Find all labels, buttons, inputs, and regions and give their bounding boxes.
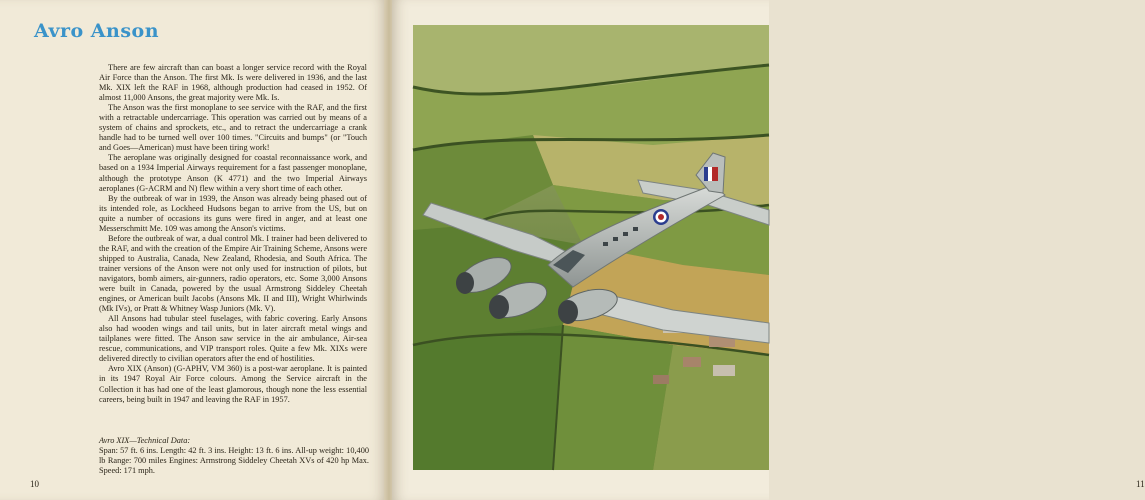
paragraph: By the outbreak of war in 1939, the Anson was already being phased out of its intended role, as Lockheed Hudsons began to arrive from the US, but on quite a number of occasions its guns were fired in anger, and at least one Messerschmitt Me. 109 was among the Anson's victims. bbox=[99, 193, 367, 233]
technical-data-heading: Avro XIX—Technical Data: bbox=[99, 436, 191, 445]
page-number-right: 11 bbox=[1136, 479, 1145, 489]
paragraph: There are few aircraft than can boast a longer service record with the Royal Air Force than the Anson. The first Mk. Is were delivered in 1936, and the last Mk. XIX left the RAF in 1968, although production had ceased in 1952. Of almost 11,000 Ansons, the great majority were Mk. Is. bbox=[99, 63, 367, 103]
paragraph: All Ansons had tubular steel fuselages, with fabric covering. Early Ansons also had wooden wings and tail units, but in later aircraft metal wings and tailplanes were fitted. The Anson saw service in the air ambulance, Air-sea rescue, communications, and VIP transport roles. Quite a few Mk. XIXs were delivered directly to civilian operators after the end of hostilities. bbox=[99, 314, 367, 364]
technical-data bbox=[99, 436, 369, 476]
aircraft-photo bbox=[413, 25, 769, 470]
page-title: Avro Anson bbox=[34, 20, 160, 42]
technical-data-body: Span: 57 ft. 6 ins. Length: 42 ft. 3 ins. Height: 13 ft. 6 ins. All-up weight: 10,400 lb Range: 700 miles Engines: Armstrong Siddeley Cheetah XVs of 420 hp Max. Speed: 171 mph. bbox=[99, 446, 369, 476]
paragraph: Before the outbreak of war, a dual control Mk. I trainer had been delivered to the RAF, and with the creation of the Empire Air Training Scheme, Ansons were shipped to Australia, Canada, New Zealand, Rhodesia, and South Africa. The trainer versions of the Anson were not only used for instruction of pilots, but navigators, bomb aimers, air-gunners, radio operators, etc. Some 3,000 Ansons were built in Canada, powered by the usual Armstrong Siddeley Cheetah engines, or American built Jacobs (Ansons Mk. II and III), Wright Whirlwinds (Mk IVs), or Pratt & Whitney Wasp Juniors (Mk. V). bbox=[99, 233, 367, 314]
paragraph: The aeroplane was originally designed for coastal reconnaissance work, and based on a 1934 Imperial Airways requirement for a fast passenger monoplane, although the prototype Anson (K 4771) and the two Imperial Airways aeroplanes (G-ACRM and N) flew within a very short time of each other. bbox=[99, 153, 367, 193]
article-body bbox=[99, 63, 367, 405]
left-page bbox=[0, 0, 386, 500]
paragraph: The Anson was the first monoplane to see service with the RAF, and the first with a retractable undercarriage. This operation was carried out by means of a system of chains and sprockets, etc., and to retract the undercarriage a crank handle had to be turned well over 100 times. "Circuits and bumps" (or "Touch and Goes—American) must have been tiring work! bbox=[99, 103, 367, 153]
page-number-left: 10 bbox=[30, 479, 39, 489]
paragraph: Avro XIX (Anson) (G-APHV, VM 360) is a post-war aeroplane. It is painted in its 1947 Royal Air Force colours. Among the Service aircraft in the Collection it has had one of the least glamorous, though none the less essential careers, being built in 1947 and leaving the RAF in 1957. bbox=[99, 364, 367, 404]
aerial-photo-illustration bbox=[413, 25, 769, 470]
